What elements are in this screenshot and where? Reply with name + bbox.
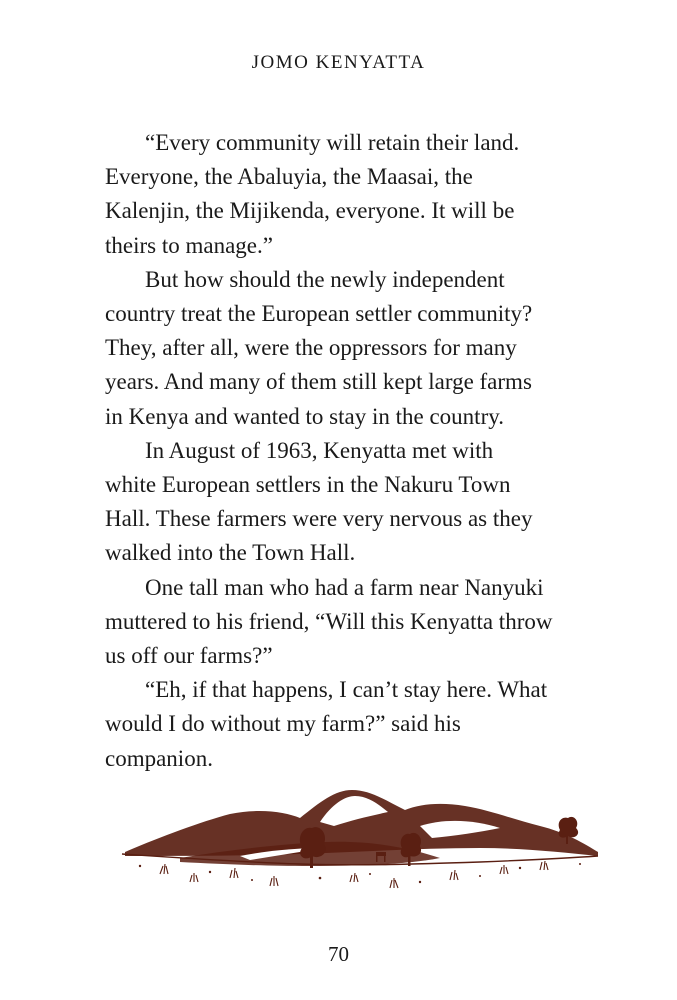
text-line: “Eh, if that happens, I can’t stay here. What [145,677,548,703]
text-line: “Every community will retain their land. [145,130,520,155]
text-line: country treat the European settler community? [105,301,533,327]
page-number: 70 [328,942,349,966]
hills-landscape-icon [120,782,600,902]
running-head: JOMO KENYATTA [251,52,426,73]
text-line: us off our farms?” [105,643,273,669]
text-line: walked into the Town Hall. [105,540,356,566]
text-line: In August of 1963, Kenyatta met with [145,437,494,463]
text-line: Everyone, the Abaluyia, the Maasai, the [105,164,473,190]
text-line: One tall man who had a farm near Nanyuki [145,574,544,600]
text-line: Hall. These farmers were very nervous as they [105,506,533,532]
text-line: Kalenjin, the Mijikenda, everyone. It will be [105,198,515,224]
text-line: They, after all, were the oppressors for many [105,335,517,361]
text-line: muttered to his friend, “Will this Kenyatta throw [105,608,553,634]
text-line: would I do without my farm?” said his [105,711,461,737]
text-line: in Kenya and wanted to stay in the country. [105,403,504,429]
text-line: But how should the newly independent [145,266,505,292]
text-line: white European settlers in the Nakuru Town [105,472,511,498]
text-line: companion. [105,745,213,771]
body-text [105,126,605,776]
text-line: theirs to manage.” [105,232,273,258]
text-line: years. And many of them still kept large farms [105,369,532,395]
